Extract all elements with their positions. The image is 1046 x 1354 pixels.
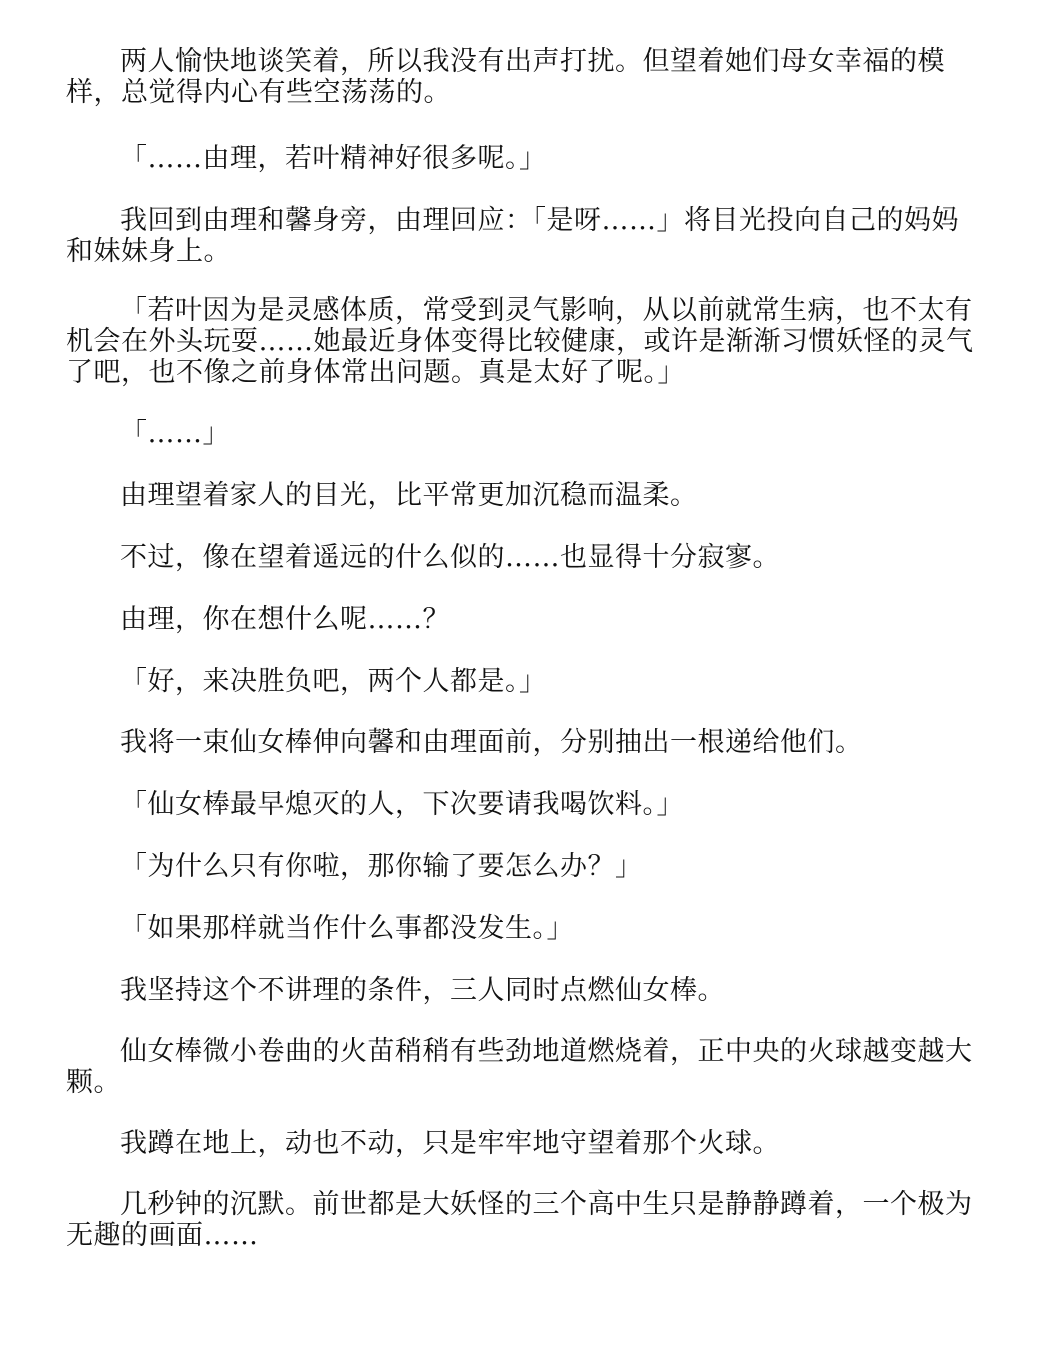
paragraph: 不过，像在望着遥远的什么似的……也显得十分寂寥。 — [120, 542, 780, 573]
paragraph: 我坚持这个不讲理的条件，三人同时点燃仙女棒。 — [120, 975, 725, 1006]
paragraph: 「……由理，若叶精神好很多呢。」 — [120, 143, 547, 174]
paragraph: 仙女棒微小卷曲的火苗稍稍有些劲地道燃烧着，正中央的火球越变越大颗。 — [66, 1036, 973, 1098]
paragraph: 「仙女棒最早熄灭的人，下次要请我喝饮料。」 — [120, 789, 684, 820]
paragraph: 我将一束仙女棒伸向馨和由理面前，分别抽出一根递给他们。 — [120, 727, 863, 758]
paragraph: 「如果那样就当作什么事都没发生。」 — [120, 913, 574, 944]
paragraph: 「……」 — [120, 418, 230, 449]
paragraph: 由理，你在想什么呢……？ — [120, 604, 450, 635]
paragraph: 「好，来决胜负吧，两个人都是。」 — [120, 666, 547, 697]
paragraph: 由理望着家人的目光，比平常更加沉稳而温柔。 — [120, 480, 698, 511]
paragraph: 「为什么只有你啦，那你输了要怎么办？」 — [120, 851, 643, 882]
paragraph: 「若叶因为是灵感体质，常受到灵气影响，从以前就常生病，也不太有机会在外头玩耍……她最近身体变得比较健康，或许是渐渐习惯妖怪的灵气了吧，也不像之前身体常出问题。真是太好了呢。」 — [66, 295, 974, 388]
paragraph: 几秒钟的沉默。前世都是大妖怪的三个高中生只是静静蹲着，一个极为无趣的画面…… — [66, 1189, 973, 1251]
paragraph: 我回到由理和馨身旁，由理回应：「是呀……」将目光投向自己的妈妈和妹妹身上。 — [66, 205, 959, 267]
paragraph: 我蹲在地上，动也不动，只是牢牢地守望着那个火球。 — [120, 1128, 780, 1159]
paragraph: 两人愉快地谈笑着，所以我没有出声打扰。但望着她们母女幸福的模样，总觉得内心有些空荡荡的。 — [66, 46, 945, 108]
